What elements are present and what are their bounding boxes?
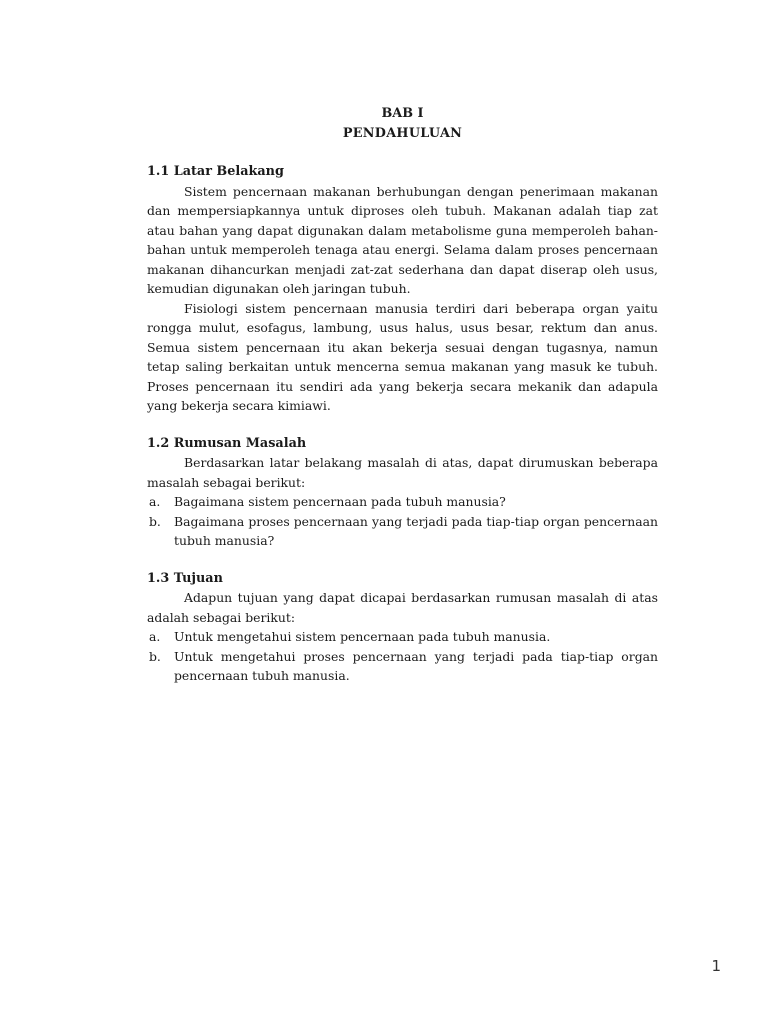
paragraph: Sistem pencernaan makanan berhubungan dengan penerimaan makanan dan mempersiapkannya untuk diproses oleh tubuh. Makanan adalah tiap zat atau bahan yang dapat digunakan dalam metabolisme guna memperoleh bahan-bahan untuk memperoleh tenaga atau energi. Selama dalam proses pencernaan makanan dihancurkan menjadi zat-zat sederhana dan dapat diserap oleh usus, kemudian digunakan oleh jaringan tubuh. bbox=[147, 183, 658, 296]
list-item-text: Untuk mengetahui sistem pencernaan pada tubuh manusia. bbox=[174, 629, 551, 644]
list-item bbox=[147, 512, 658, 551]
chapter-title: PENDAHULUAN bbox=[342, 125, 463, 141]
document-page bbox=[147, 104, 658, 704]
list-marker: b. bbox=[149, 648, 161, 664]
chapter-label: BAB I bbox=[381, 106, 424, 121]
goal-list bbox=[147, 627, 658, 686]
list-item-text: Untuk mengetahui proses pencernaan yang terjadi pada tiap-tiap organ pencernaan tubuh manusia. bbox=[174, 648, 658, 683]
list-item bbox=[147, 627, 658, 647]
list-item-text: Bagaimana sistem pencernaan pada tubuh manusia? bbox=[174, 494, 506, 509]
section-heading: 1.3 Tujuan bbox=[147, 570, 223, 586]
list-marker: a. bbox=[149, 494, 161, 509]
list-item-text: Bagaimana proses pencernaan yang terjadi pada tiap-tiap organ pencernaan tubuh manusia? bbox=[174, 513, 658, 548]
page-number: 1 bbox=[711, 957, 721, 975]
section-heading: 1.1 Latar Belakang bbox=[147, 164, 284, 179]
list-marker: a. bbox=[149, 629, 161, 644]
list-item bbox=[147, 647, 658, 686]
list-item bbox=[147, 492, 658, 512]
section-heading: 1.2 Rumusan Masalah bbox=[147, 435, 307, 451]
list-marker: b. bbox=[149, 513, 161, 529]
paragraph: Fisiologi sistem pencernaan manusia terdiri dari beberapa organ yaitu rongga mulut, esofagus, lambung, usus halus, usus besar, rektum dan anus. Semua sistem pencernaan itu akan bekerja sesuai dengan tugasnya, namun tetap saling berkaitan untuk mencerna semua makanan yang masuk ke tubuh. Proses pencernaan itu sendiri ada yang bekerja secara mekanik dan adapula yang bekerja secara kimiawi. bbox=[147, 300, 658, 413]
section-rumusan-masalah bbox=[147, 434, 658, 551]
paragraph: Berdasarkan latar belakang masalah di atas, dapat dirumuskan beberapa masalah sebagai berikut: bbox=[147, 455, 658, 490]
section-latar-belakang bbox=[147, 162, 658, 416]
section-tujuan bbox=[147, 569, 658, 686]
paragraph: Adapun tujuan yang dapat dicapai berdasarkan rumusan masalah di atas adalah sebagai berikut: bbox=[147, 590, 658, 625]
question-list bbox=[147, 492, 658, 551]
